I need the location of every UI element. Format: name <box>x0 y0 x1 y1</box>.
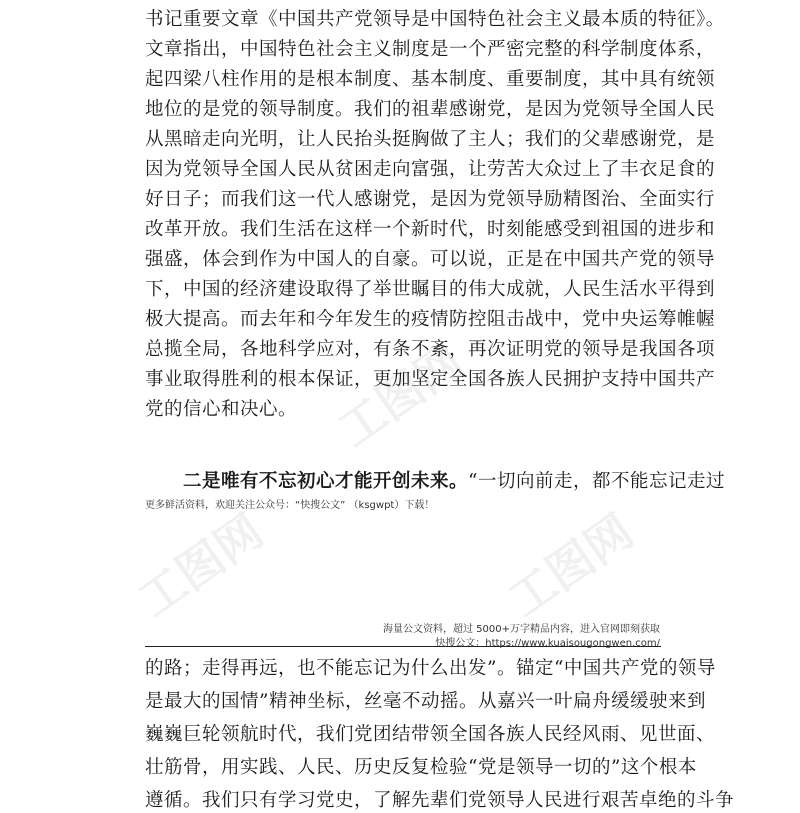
paragraph-line: 好日子；而我们这一代人感谢党，是因为党领导励精图治、全面实行 <box>145 189 716 210</box>
paragraph-line: 书记重要文章《中国共产党领导是中国特色社会主义最本质的特征》。 <box>145 9 725 30</box>
paragraph-line: 因为党领导全国人民从贫困走向富强，让劳苦大众过上了丰衣足食的 <box>145 159 716 180</box>
paragraph-line: 文章指出，中国特色社会主义制度是一个严密完整的科学制度体系， <box>145 39 716 60</box>
page-header-line-1: 海量公文资料，超过 5000+万字精品内容，进入官网即刻获取 <box>382 624 660 635</box>
paragraph-line: 的路；走得再远，也不能忘记为什么出发”。锚定“中国共产党的领导 <box>145 658 716 679</box>
paragraph-line: 是最大的国情”精神坐标，丝毫不动摇。从嘉兴一叶扁舟缓缓驶来到 <box>145 691 706 712</box>
paragraph-line: 事业取得胜利的根本保证，更加坚定全国各族人民拥护支持中国共产 <box>145 369 716 390</box>
paragraph-line: 起四梁八柱作用的是根本制度、基本制度、重要制度，其中具有统领 <box>145 69 716 90</box>
paragraph-line: 地位的是党的领导制度。我们的祖辈感谢党，是因为党领导全国人民 <box>145 99 716 120</box>
header-divider <box>145 646 661 647</box>
paragraph-line: 遵循。我们只有学习党史，了解先辈们党领导人民进行艰苦卓绝的斗争 <box>145 790 735 811</box>
paragraph-line: 极大提高。而去年和今年发生的疫情防控阻击战中，党中央运筹帷幄 <box>145 309 716 330</box>
paragraph-line: 下，中国的经济建设取得了举世瞩目的伟大成就，人民生活水平得到 <box>145 279 716 300</box>
watermark: 工图网 <box>328 333 473 458</box>
paragraph-line: 党的信心和决心。 <box>145 399 298 420</box>
paragraph-2-continuation: “一切向前走，都不能忘记走过 <box>468 471 725 492</box>
paragraph-line: 从黑暗走向光明，让人民抬头挺胸做了主人；我们的父辈感谢党，是 <box>145 129 716 150</box>
paragraph-line: 强盛，体会到作为中国人的自豪。可以说，正是在中国共产党的领导 <box>145 249 716 270</box>
watermark: 工图网 <box>498 503 643 628</box>
page-header-line-2: 快搜公文：https://www.kuaisougongwen.com/ <box>435 638 660 649</box>
paragraph-line: 巍巍巨轮领航时代，我们党团结带领全国各族人民经风雨、见世面、 <box>145 724 716 745</box>
paragraph-line: 总揽全局，各地科学应对，有条不紊，再次证明党的领导是我国各项 <box>145 339 716 360</box>
paragraph-line: 改革开放。我们生活在这样一个新时代，时刻能感受到祖国的进步和 <box>145 219 716 240</box>
watermark: 工图网 <box>128 503 273 628</box>
paragraph-2-line <box>183 470 725 494</box>
paragraph-2-lead: 二是唯有不忘初心才能开创未来。 <box>183 471 469 492</box>
paragraph-line: 壮筋骨，用实践、人民、历史反复检验“党是领导一切的”这个根本 <box>145 757 697 778</box>
page-footer-note: 更多鲜活资料，欢迎关注公众号：“快搜公文” （ksgwpt）下载！ <box>145 500 435 511</box>
